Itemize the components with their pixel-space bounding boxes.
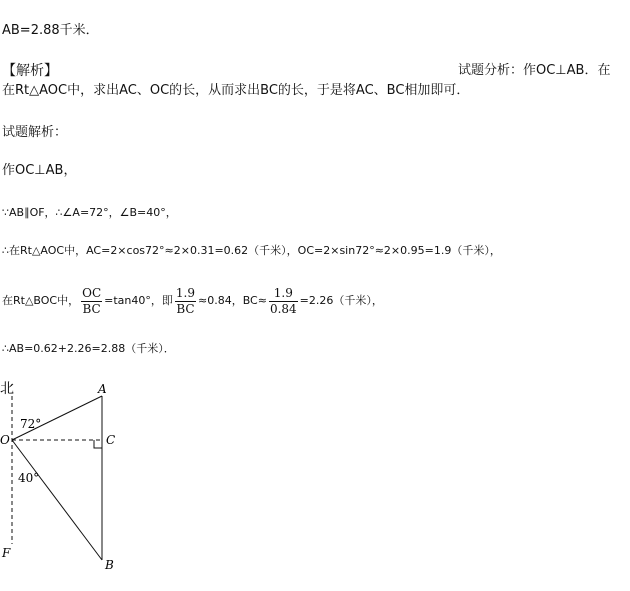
step4-suffix: =2.26（千米）， (299, 294, 383, 307)
fraction-1-9-bc: $\frac{1.9}{BC}$ (175, 285, 195, 316)
right-angle-mark (94, 440, 102, 448)
answer-line: AB=2.88千米． (2, 23, 99, 38)
solution-step-1: 作OC⊥AB， (2, 163, 77, 178)
point-c-label: C (106, 433, 116, 447)
solution-step-4 (2, 284, 383, 318)
solution-step-3: ∴在Rt△AOC中，AC=2×cos72°≈2×0.31=0.62（千米），OC=2×sin72°≈2×0.95=1.9（千米）， (2, 244, 501, 257)
step4-mid-2: ≈0.84，BC≈ (197, 294, 267, 307)
angle-40-label: 40° (18, 471, 40, 485)
solution-title: 试题解析： (2, 125, 68, 140)
geometry-figure (0, 376, 140, 591)
solution-step-5: ∴AB=0.62+2.26=2.88（千米）． (2, 342, 175, 355)
step4-prefix: 在Rt△BOC中， (2, 294, 80, 307)
point-a-label: A (98, 382, 107, 396)
point-b-label: B (105, 558, 114, 572)
angle-72-label: 72° (20, 417, 42, 431)
analysis-header-right: 试题分析：作OC⊥AB．在 (458, 63, 611, 78)
fraction-1-9-0-84: $\frac{1.9}{0.84}$ (269, 285, 297, 316)
point-o-label: O (0, 433, 10, 447)
north-label: 北 (0, 381, 14, 397)
analysis-tag: 【解析】 (2, 63, 58, 79)
point-f-label: F (2, 546, 11, 560)
segment-ob (12, 440, 102, 560)
fraction-oc-bc: $\frac{OC}{BC}$ (82, 285, 102, 316)
solution-step-2: ∵AB∥OF，∴∠A=72°，∠B=40°， (2, 206, 177, 219)
analysis-line: 在Rt△AOC中，求出AC、OC的长，从而求出BC的长，于是将AC、BC相加即可． (2, 83, 470, 98)
step4-mid-1: =tan40°，即 (104, 294, 173, 307)
